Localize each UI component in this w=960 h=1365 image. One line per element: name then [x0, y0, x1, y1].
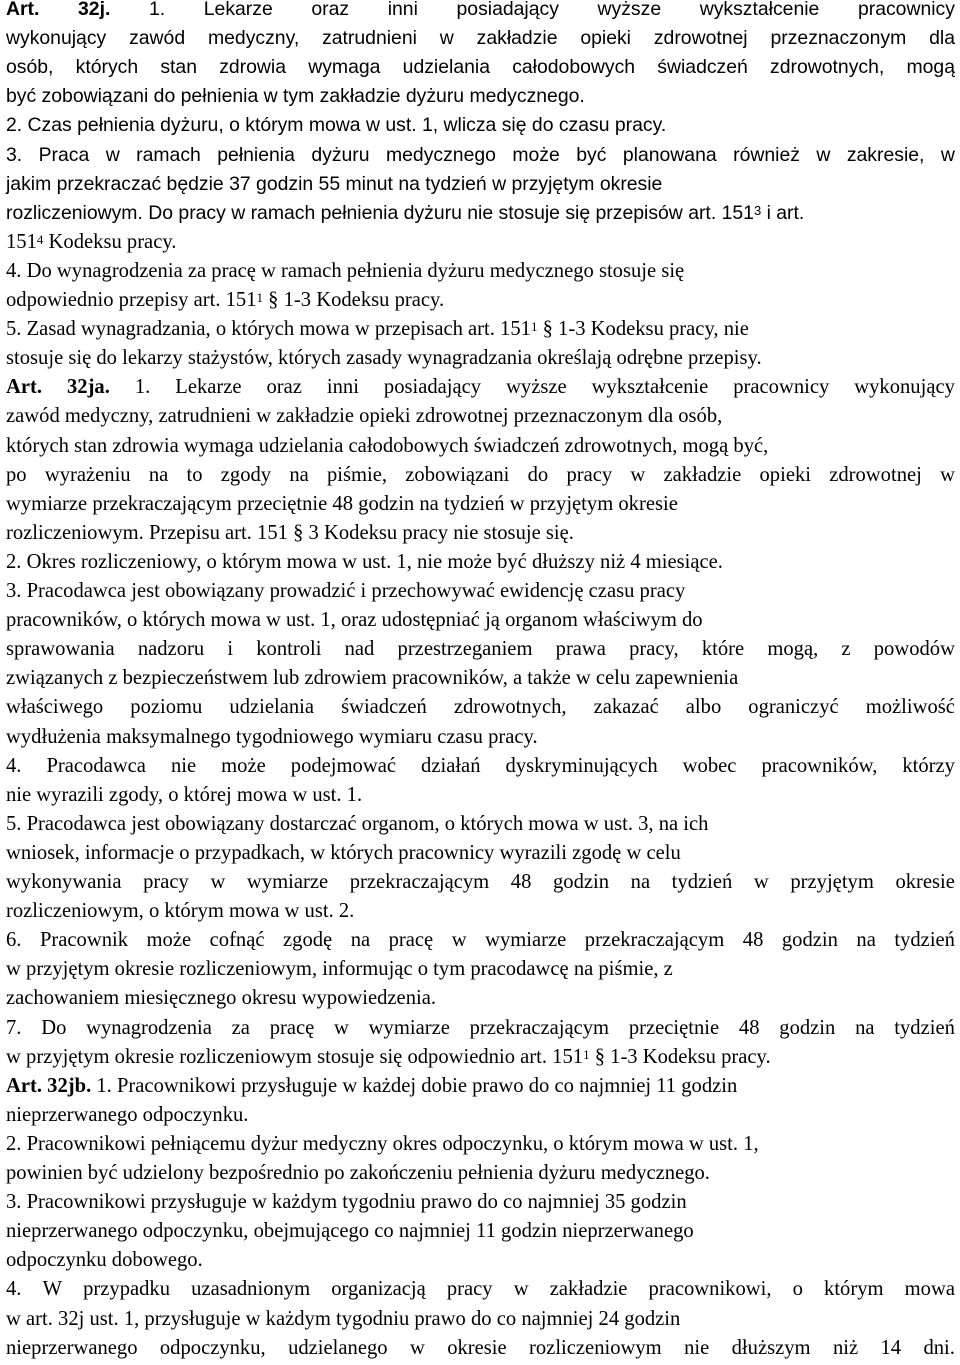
text-line	[6, 1073, 737, 1100]
text-segment: § 1-3 Kodeksu pracy.	[589, 1045, 771, 1068]
word: nad	[344, 638, 375, 661]
word: Lekarze	[175, 376, 242, 399]
text-line	[6, 0, 955, 23]
word: przyjętym	[790, 871, 874, 893]
text-line	[6, 229, 176, 256]
text-line	[6, 258, 684, 285]
word: 6.	[6, 929, 22, 952]
text-line	[6, 462, 955, 489]
word: tydzień	[671, 871, 733, 893]
word: również	[733, 143, 800, 166]
text-line	[6, 578, 685, 605]
word: powodów	[873, 638, 955, 661]
word: inni	[326, 376, 359, 399]
word: może	[512, 143, 560, 166]
text-segment: 5. Pracodawca jest obowiązany dostarczać organom, o których mowa w ust. 3, na ich	[6, 812, 709, 835]
text-line	[6, 927, 955, 954]
word: Lekarze	[203, 0, 273, 20]
word: wymiarze	[246, 871, 329, 893]
word: zdrowotnych,	[453, 696, 567, 719]
word: na	[856, 929, 876, 952]
text-line	[6, 171, 662, 198]
text-line	[6, 724, 538, 751]
word: przeznaczonym	[770, 27, 907, 50]
word: posiadający	[383, 376, 482, 399]
word: wymaga	[308, 56, 381, 79]
word: na	[289, 463, 309, 486]
text-segment: pracowników, o których mowa w ust. 1, oraz udostępniać ją organom właściwym do	[6, 609, 703, 632]
word: rozliczeniowym	[529, 1336, 662, 1359]
text-line	[6, 25, 955, 52]
text-line	[6, 1044, 771, 1071]
text-segment: wniosek, informacje o przypadkach, w których pracownicy wyrazili zgodę w celu	[6, 841, 681, 864]
text-line	[6, 811, 708, 838]
word: mowa	[904, 1278, 955, 1301]
word: pracowników,	[761, 754, 878, 777]
word: wyższe	[597, 0, 662, 20]
word: w	[753, 871, 769, 893]
text-line	[6, 549, 723, 576]
word: w	[451, 929, 467, 952]
word: kontroli	[256, 638, 322, 661]
word: ograniczyć	[748, 696, 839, 719]
word: wynagrodzenia	[86, 1016, 212, 1039]
word: wykonujący	[6, 27, 107, 50]
word: w	[409, 1336, 425, 1359]
word: za	[231, 1016, 250, 1039]
text-line	[6, 1189, 687, 1216]
text-line	[6, 54, 955, 81]
word: 14	[880, 1336, 902, 1359]
word: zakładzie	[476, 27, 558, 50]
word: których	[75, 56, 139, 79]
word: cofnąć	[209, 929, 265, 952]
text-segment: nieprzerwanego odpoczynku, obejmującego co najmniej 11 godzin nieprzerwanego	[6, 1220, 694, 1243]
word: pełnienia	[217, 143, 295, 166]
word: pracownicy	[857, 0, 955, 20]
word: przekraczającym	[469, 1016, 610, 1039]
word: zdrowotnej	[829, 463, 922, 486]
text-line	[6, 1335, 955, 1362]
word: godzin	[781, 929, 838, 952]
text-segment: wydłużenia maksymalnego tygodniowego wymiaru czasu pracy.	[6, 725, 538, 748]
superscript: 1	[256, 290, 264, 305]
word: niż	[832, 1336, 859, 1359]
word: zgodę	[283, 929, 333, 952]
text-line	[6, 1015, 955, 1042]
text-segment: 2. Czas pełnienia dyżuru, o którym mowa w ust. 1, wlicza się do czasu pracy.	[6, 114, 667, 137]
word: przekraczającym	[584, 929, 725, 952]
word: na	[855, 1016, 875, 1039]
word: oraz	[311, 0, 350, 20]
word: W	[42, 1278, 62, 1301]
text-segment: których stan zdrowia wymaga udzielania całodobowych świadczeń zdrowotnych, mogą być,	[6, 434, 769, 457]
text-segment: wymiarze przekraczającym przeciętnie 48 godzin na tydzień w przyjętym okresie	[6, 492, 678, 515]
word: dni.	[923, 1336, 955, 1359]
word: Art.	[6, 376, 43, 399]
word: na	[350, 929, 371, 952]
word: którym	[824, 1278, 884, 1301]
word: Do	[41, 1016, 67, 1039]
word: w	[439, 27, 454, 50]
text-line	[6, 607, 703, 634]
word: wykształcenie	[591, 376, 709, 399]
word: którzy	[902, 754, 955, 777]
text-segment: być zobowiązani do pełnienia w tym zakładzie dyżuru medycznego.	[6, 85, 585, 108]
text-line	[6, 1102, 248, 1129]
word: w	[334, 1016, 349, 1039]
word: tydzień	[894, 1016, 955, 1039]
word: na	[630, 871, 651, 893]
text-line	[6, 1306, 680, 1333]
text-line	[6, 1160, 710, 1187]
word: świadczeń	[341, 696, 427, 719]
word: przeciętnie	[628, 1016, 720, 1039]
superscript: 1	[583, 1046, 590, 1062]
text-segment: 3. Pracownikowi przysługuje w każdym tygodniu prawo do co najmniej 35 godzin	[6, 1191, 687, 1214]
text-line	[6, 520, 574, 547]
text-segment: rozliczeniowym. Do pracy w ramach pełnienia dyżuru nie stosuje się przepisów art. 151	[6, 201, 754, 224]
word: może	[221, 754, 266, 777]
text-line	[6, 694, 955, 721]
word: pracę	[388, 929, 434, 952]
word: organizacją	[331, 1278, 426, 1301]
text-segment: w art. 32j ust. 1, przysługuje w każdym tygodniu prawo do co najmniej 24 godzin	[6, 1307, 681, 1330]
text-line	[6, 985, 436, 1012]
word: wymiarze	[485, 929, 567, 952]
word: działań	[421, 754, 481, 777]
word: Art.	[6, 0, 40, 20]
text-segment: powinien być udzielony bezpośrednio po zakończeniu pełnienia dyżuru medycznego.	[6, 1162, 710, 1184]
word: Praca	[38, 143, 90, 166]
word: zatrudnieni	[322, 27, 417, 50]
word: to	[186, 463, 203, 486]
word: dyżuru	[311, 143, 370, 166]
text-line	[6, 956, 673, 983]
word: udzielania	[229, 696, 315, 719]
word: odpoczynku,	[159, 1336, 266, 1359]
word: stan	[160, 56, 197, 79]
word: 4.	[6, 754, 22, 777]
word: albo	[685, 696, 722, 719]
text-line	[6, 112, 666, 139]
text-line	[6, 782, 362, 809]
text-line	[6, 1247, 203, 1274]
word: uzasadnionym	[191, 1278, 311, 1301]
text-segment: odpowiednio przepisy art. 151	[6, 289, 257, 311]
word: 48	[738, 1016, 760, 1039]
text-segment: nie wyrazili zgody, o której mowa w ust. 1.	[6, 783, 363, 806]
word: wykonywania	[6, 871, 122, 893]
word: okresie	[895, 871, 955, 893]
text-line	[6, 142, 955, 169]
word: tydzień	[894, 929, 955, 952]
text-segment: rozliczeniowym. Przepisu art. 151 § 3 Kodeksu pracy nie stosuje się.	[6, 521, 574, 544]
text-line	[6, 345, 762, 372]
text-segment: odpoczynku dobowego.	[6, 1249, 203, 1272]
text-line	[6, 840, 681, 867]
word: właściwego	[6, 696, 104, 719]
text-segment: nieprzerwanego odpoczynku.	[6, 1103, 249, 1126]
word: zawód	[129, 27, 186, 50]
word: możliwość	[865, 696, 955, 719]
word: poziomu	[130, 696, 203, 719]
text-line	[6, 1276, 955, 1303]
word: całodobowych	[512, 56, 636, 79]
word: być	[576, 143, 607, 166]
text-line	[6, 403, 722, 430]
text-segment: 1. Pracownikowi przysługuje w każdej dobie prawo do co najmniej 11 godzin	[91, 1074, 738, 1097]
text-segment: 4. Do wynagrodzenia za pracę w ramach pełnienia dyżuru medycznego stosuje się	[6, 259, 685, 282]
word: pracy	[143, 871, 189, 893]
superscript: 1	[530, 319, 538, 335]
word: pracownicy	[733, 376, 830, 399]
word: 1.	[134, 376, 151, 399]
word: nie	[170, 754, 197, 777]
word: udzielania	[402, 56, 490, 79]
word: 7.	[6, 1016, 22, 1039]
word: piśmie,	[327, 463, 388, 486]
word: pracy	[446, 1278, 493, 1301]
word: w	[210, 871, 226, 893]
text-line	[6, 1218, 694, 1245]
word: które	[701, 638, 745, 661]
text-line	[6, 1131, 759, 1158]
text-line	[6, 374, 955, 401]
text-segment: 2. Pracownikowi pełniącemu dyżur medyczny okres odpoczynku, o którym mowa w ust. 1,	[6, 1132, 759, 1155]
word: w	[940, 463, 955, 486]
word: świadczeń	[657, 56, 748, 79]
text-segment: jakim przekraczać będzie 37 godzin 55 minut na tydzień w przyjętym okresie	[6, 172, 663, 195]
word: wyrażeniu	[44, 463, 131, 486]
text-segment: 3. Pracodawca jest obowiązany prowadzić i przechowywać ewidencję czasu pracy	[6, 580, 686, 602]
word: Pracownik	[39, 929, 129, 952]
word: mogą	[906, 56, 955, 79]
word: pracy,	[629, 638, 679, 661]
word: w	[630, 463, 646, 486]
word: w	[940, 143, 955, 166]
word: w	[816, 143, 831, 166]
word: zakładzie	[663, 463, 742, 486]
text-line	[6, 316, 749, 343]
word: okresie	[447, 1336, 507, 1359]
word: pracownikowi,	[648, 1278, 772, 1301]
word: 48	[742, 929, 764, 952]
text-line	[6, 636, 955, 663]
word: zgody	[220, 463, 272, 486]
text-line	[6, 83, 585, 110]
word: i	[227, 638, 234, 661]
word: Pracodawca	[46, 754, 146, 777]
word: 48	[510, 871, 532, 893]
word: mogą,	[767, 638, 819, 661]
superscript: 4	[36, 231, 44, 247]
word: dłuższym	[731, 1336, 811, 1359]
text-line	[6, 200, 804, 227]
word: 4.	[6, 1278, 22, 1301]
text-line	[6, 898, 354, 925]
word: zakładzie	[549, 1278, 628, 1301]
text-segment: Kodeksu pracy.	[43, 230, 177, 253]
word: zakresie,	[846, 143, 925, 166]
word: pracy	[566, 463, 613, 486]
text-segment: 5. Zasad wynagradzania, o których mowa w przepisach art. 151	[6, 318, 531, 341]
word: z	[841, 638, 851, 661]
text-segment: § 1-3 Kodeksu pracy.	[263, 289, 445, 311]
word: godzin	[779, 1016, 836, 1039]
word: do	[527, 463, 549, 486]
word: nieprzerwanego	[6, 1336, 138, 1359]
word: przestrzeganiem	[397, 638, 533, 661]
text-segment: związanych z bezpieczeństwem lub zdrowiem pracowników, a także w celu zapewnienia	[6, 667, 739, 690]
text-segment: zachowaniem miesięcznego okresu wypowiedzenia.	[6, 987, 437, 1010]
word: 32ja.	[66, 376, 110, 399]
word: posiadający	[456, 0, 559, 20]
word: opieki	[759, 463, 811, 486]
word: wykonujący	[854, 376, 955, 399]
superscript: 3	[753, 202, 762, 218]
text-line	[6, 665, 738, 692]
word: 32j.	[78, 0, 111, 20]
word: wyższe	[506, 376, 567, 399]
word: prawa	[555, 638, 606, 661]
text-segment: i art.	[761, 201, 805, 224]
word: zdrowotnej	[653, 27, 748, 50]
word: po	[6, 463, 27, 486]
word: zobowiązani	[405, 463, 510, 486]
word: w	[105, 143, 120, 166]
word: wykształcenie	[699, 0, 820, 20]
text-segment: Art. 32jb.	[6, 1074, 92, 1097]
word: planowana	[622, 143, 717, 166]
word: przypadku	[83, 1278, 171, 1301]
word: w	[513, 1278, 529, 1301]
word: godzin	[552, 871, 610, 893]
text-segment: zawód medyczny, zatrudnieni w zakładzie opieki zdrowotnej przeznaczonym dla osób,	[6, 405, 723, 428]
text-line	[6, 869, 955, 896]
word: nie	[684, 1336, 710, 1359]
word: wobec	[682, 754, 737, 777]
word: 1.	[148, 0, 166, 20]
word: oraz	[266, 376, 302, 399]
word: nadzoru	[137, 638, 205, 661]
text-line	[6, 491, 678, 518]
word: o	[792, 1278, 803, 1301]
word: przekraczającym	[349, 871, 490, 893]
word: dyskryminujących	[505, 754, 658, 777]
text-segment: stosuje się do lekarzy stażystów, których zasady wynagradzania określają odrębne przepisy.	[6, 347, 762, 370]
word: zdrowotnych,	[770, 56, 885, 79]
word: zakazać	[593, 696, 659, 719]
text-segment: 2. Okres rozliczeniowy, o którym mowa w ust. 1, nie może być dłuższy niż 4 miesiące.	[6, 550, 723, 573]
word: pracę	[269, 1016, 315, 1039]
word: 3.	[6, 143, 23, 166]
word: na	[148, 463, 169, 486]
text-line	[6, 433, 768, 460]
word: udzielanego	[288, 1336, 388, 1359]
word: opieki	[580, 27, 631, 50]
text-segment: w przyjętym okresie rozliczeniowym stosuje się odpowiednio art. 151	[6, 1045, 584, 1068]
word: zdrowia	[219, 56, 287, 79]
word: podejmować	[290, 754, 397, 777]
text-line	[6, 287, 444, 314]
word: wymiarze	[368, 1016, 450, 1039]
text-segment: § 1-3 Kodeksu pracy, nie	[537, 318, 749, 341]
word: dla	[929, 27, 955, 50]
text-segment: rozliczeniowym, o którym mowa w ust. 2.	[6, 900, 355, 923]
word: osób,	[6, 56, 54, 79]
word: sprawowania	[6, 638, 115, 661]
word: ramach	[136, 143, 201, 166]
word: medyczny,	[207, 27, 300, 50]
word: medycznego	[385, 143, 496, 166]
word: może	[146, 929, 192, 952]
word: inni	[387, 0, 418, 20]
text-line	[6, 753, 955, 780]
text-segment: 151	[6, 230, 37, 253]
text-segment: w przyjętym okresie rozliczeniowym, informując o tym pracodawcę na piśmie, z	[6, 958, 673, 981]
